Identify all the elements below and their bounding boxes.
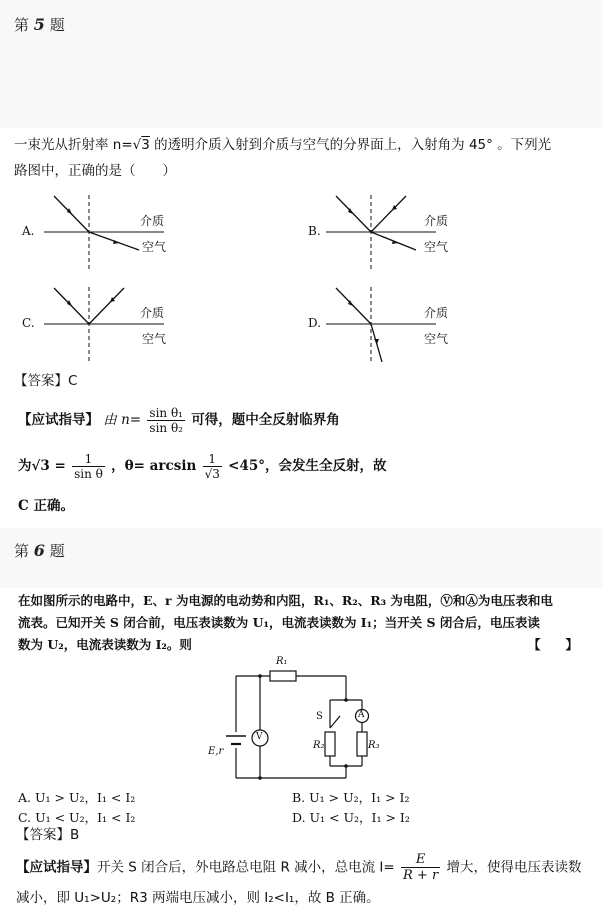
q5-diagram-a-medium: 介质 — [140, 214, 165, 228]
q5-diagram-b-figure — [306, 190, 506, 275]
q6-stem-line3: 数为 U₂，电流表读数为 I₂。则 — [18, 637, 192, 652]
q5-stem-line1 — [14, 132, 594, 158]
q6-guide — [16, 852, 596, 913]
q5-guide-frac-num: sin θ₁ — [149, 406, 183, 420]
q6-heading-number: 6 — [33, 541, 45, 560]
q6-guide-l1-a: 开关 S 闭合后，外电路总电阻 R 减小，总电流 I= — [97, 859, 395, 876]
q6-label-source: E,r — [208, 746, 224, 757]
q5-diagram-a-figure — [14, 190, 214, 275]
q6-option-c[interactable]: C. U₁ < U₂，I₁ < I₂ — [18, 810, 136, 825]
q6-guide-frac-den: R + r — [403, 868, 439, 883]
q5-guide-l1-b: 可得，题中全反射临界角 — [191, 412, 340, 428]
q6-guide-label: 【应试指导】 — [16, 859, 97, 876]
r3-resistor — [357, 732, 367, 756]
q6-heading — [14, 540, 65, 561]
q5-diagram-a-air: 空气 — [142, 240, 167, 254]
q5-guide-line1 — [18, 400, 578, 440]
q6-option-d[interactable]: D. U₁ < U₂，I₁ > I₂ — [292, 810, 410, 825]
q5-guide-l1-a: 由 n= — [103, 412, 142, 428]
q5-diagram-b-air: 空气 — [424, 240, 449, 254]
q6-option-b[interactable]: B. U₁ > U₂，I₁ > I₂ — [292, 790, 410, 805]
q5-diagram-d — [306, 282, 506, 367]
q5-stem — [14, 132, 594, 184]
q5-answer: 【答案】C — [14, 373, 78, 389]
q5-diagram-c-air: 空气 — [142, 332, 167, 346]
q6-stem — [18, 590, 588, 656]
q5-guide-line3: C 正确。 — [18, 498, 74, 514]
q5-diagram-d-figure — [306, 282, 506, 367]
q5-guide-frac1-den: sin θ — [74, 467, 103, 481]
q5-guide — [18, 400, 578, 526]
q6-guide-line1 — [16, 852, 596, 883]
q6-label-r1: R₁ — [276, 656, 288, 667]
q5-heading-suffix: 题 — [49, 16, 65, 34]
q5-diagram-b-letter: B. — [308, 224, 321, 238]
q6-label-r2: R₂ — [313, 740, 325, 751]
q5-diagram-d-letter: D. — [308, 316, 322, 330]
q5-heading-number: 5 — [33, 15, 45, 34]
q5-guide-fraction-sin — [72, 452, 105, 481]
q6-circuit — [200, 656, 400, 786]
q5-guide-frac2-den: √3 — [204, 467, 220, 481]
q5-guide-fraction-arcsin — [203, 452, 222, 481]
q5-stem-l1-b: 的透明介质入射到介质与空气的分界面上，入射角为 45° 。下列光 — [154, 137, 552, 153]
q6-label-switch: S — [316, 711, 323, 722]
q6-guide-line2: 减小，即 U₁>U₂；R3 两端电压减小，则 I₂<I₁，故 B 正确。 — [16, 890, 380, 906]
q5-stem-line2: 路图中，正确的是（ ） — [14, 163, 176, 179]
r1-resistor — [270, 671, 296, 681]
q6-header-band — [0, 528, 602, 588]
q5-guide-frac2-num: 1 — [203, 452, 222, 467]
q6-heading-suffix: 题 — [49, 542, 65, 560]
q6-voltmeter-icon: V — [256, 732, 263, 742]
q5-diagram-b — [306, 190, 506, 275]
q5-guide-frac-den: sin θ₂ — [149, 421, 183, 435]
q6-answer-bracket: 【 】 — [527, 637, 578, 652]
q5-heading-prefix: 第 — [14, 16, 30, 34]
q5-guide-label: 【应试指导】 — [18, 412, 99, 428]
q5-diagram-d-air: 空气 — [424, 332, 449, 346]
q5-diagram-c-medium: 介质 — [140, 306, 165, 320]
q5-diagram-b-medium: 介质 — [424, 214, 449, 228]
q5-sqrt-value: 3 — [141, 137, 150, 153]
q5-header-band — [0, 0, 602, 128]
q5-guide-frac1-num: 1 — [72, 452, 105, 467]
q6-guide-frac-num: E — [401, 852, 440, 868]
q6-answer: 【答案】B — [16, 827, 80, 843]
q6-stem-line3-row — [18, 634, 588, 656]
r2-resistor — [325, 732, 335, 756]
q5-guide-l2-c: <45°，会发生全反射，故 — [228, 458, 387, 474]
q5-diagram-c — [14, 282, 214, 367]
q5-stem-l1-a: 一束光从折射率 n= — [14, 137, 133, 153]
q6-heading-prefix: 第 — [14, 542, 30, 560]
q5-diagram-a — [14, 190, 214, 275]
q5-guide-l2-b: ，θ= arcsin — [111, 458, 197, 474]
q5-diagram-c-figure — [14, 282, 214, 367]
q6-stem-line1: 在如图所示的电路中，E、r 为电源的电动势和内阻，R₁、R₂、R₃ 为电阻，Ⓥ和Ⓐ为电压表和电 — [18, 593, 553, 608]
q5-diagram-d-medium: 介质 — [424, 306, 449, 320]
q6-stem-line2: 流表。已知开关 S 闭合前，电压表读数为 U₁，电流表读数为 I₁；当开关 S 闭合后，电压表读 — [18, 615, 540, 630]
q5-guide-line2 — [18, 446, 578, 486]
q6-guide-l1-b: 增大，使得电压表读数 — [446, 859, 582, 876]
q5-heading — [14, 14, 65, 35]
q5-sqrt: √3 — [132, 137, 150, 153]
q5-guide-fraction-n — [147, 406, 185, 435]
q6-circuit-figure — [200, 656, 400, 786]
q6-ammeter-icon: A — [358, 710, 365, 720]
q5-diagram-c-letter: C. — [22, 316, 35, 330]
q5-guide-l2-a: 为√3 = — [18, 458, 66, 474]
q5-diagram-a-letter: A. — [22, 224, 35, 238]
q6-guide-fraction-current — [401, 852, 440, 883]
q6-option-a[interactable]: A. U₁ > U₂，I₁ < I₂ — [18, 790, 136, 805]
q6-label-r3: R₃ — [368, 740, 380, 751]
